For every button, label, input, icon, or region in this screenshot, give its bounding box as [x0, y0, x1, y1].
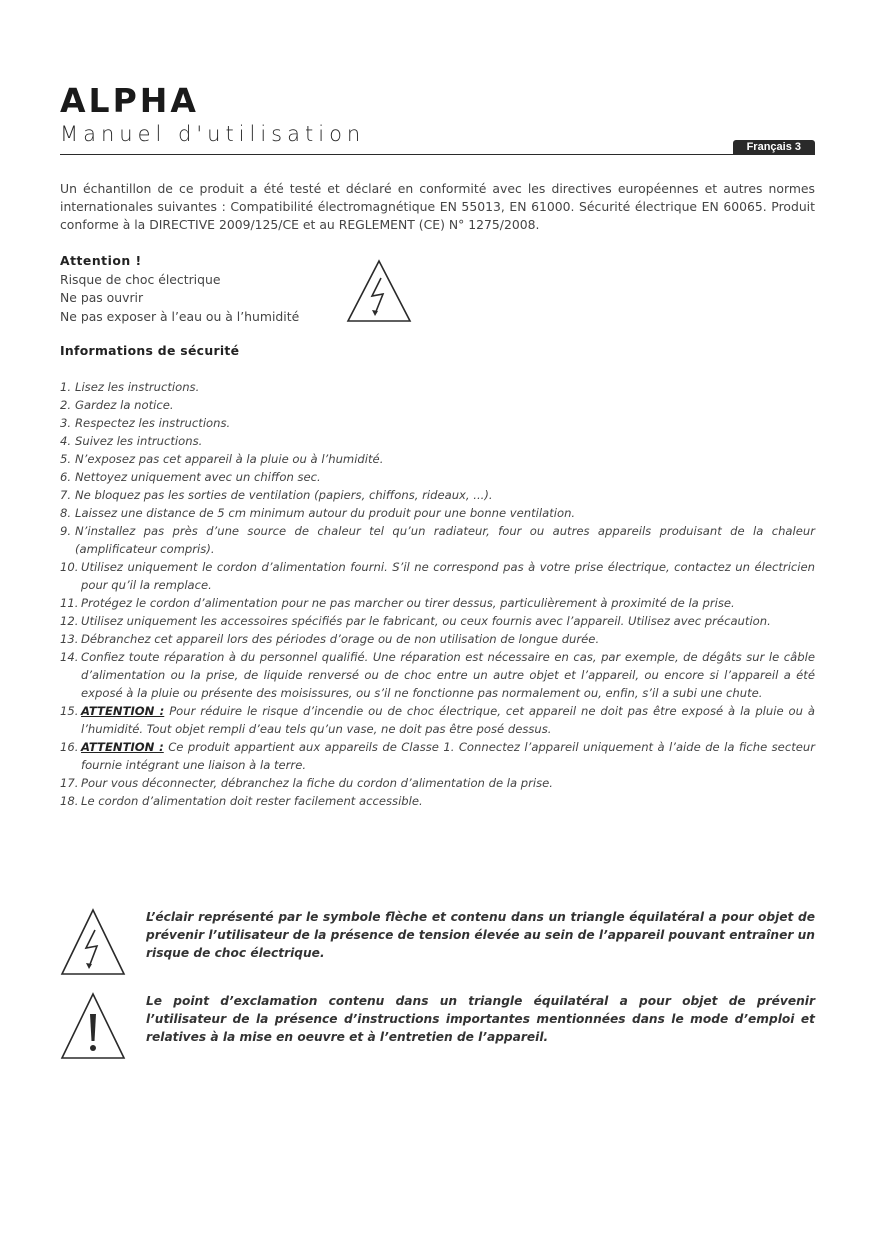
safety-item: [60, 432, 815, 450]
safety-item-body: Utilisez uniquement les accessoires spécifiés par le fabricant, ou ceux fournis avec l’appareil. Utilisez avec précaution.: [81, 614, 771, 628]
safety-item-warning-label: ATTENTION :: [81, 740, 164, 754]
safety-item-body: Le cordon d’alimentation doit rester facilement accessible.: [81, 794, 423, 808]
safety-item-number: 11.: [60, 596, 83, 610]
safety-item-body: Pour vous déconnecter, débranchez la fiche du cordon d’alimentation de la prise.: [81, 776, 553, 790]
safety-item-text: [81, 594, 815, 612]
safety-item: [60, 594, 815, 612]
safety-item-body: Respectez les instructions.: [75, 416, 231, 430]
safety-item-text: [75, 468, 815, 486]
safety-item-number: 18.: [60, 794, 83, 808]
safety-item-body: Ce produit appartient aux appareils de Classe 1. Connectez l’appareil uniquement à l’aide de la fiche secteur fournie intégrant une liaison à la terre.: [81, 740, 815, 772]
safety-item-number: 8.: [60, 506, 75, 520]
safety-item-number: 9.: [60, 524, 75, 538]
safety-instructions-list: [60, 378, 815, 810]
safety-item-number: 4.: [60, 434, 75, 448]
safety-item-body: Ne bloquez pas les sorties de ventilation (papiers, chiffons, rideaux, ...).: [75, 488, 493, 502]
safety-item-number: 6.: [60, 470, 75, 484]
safety-item: [60, 774, 815, 792]
safety-item-text: [81, 612, 815, 630]
safety-item: [60, 468, 815, 486]
manual-subtitle: Manuel d'utilisation: [60, 122, 366, 146]
conformity-text: Un échantillon de ce produit a été testé et déclaré en conformité avec les directives européennes et autres normes internationales suivantes : Compatibilité électromagnétique EN 55013, EN 61000. Sécurité électrique EN 60065. Produit conforme à la DIRECTIVE 2009/125/CE et au REGLEMENT (CE) N° 1275/2008.: [60, 181, 815, 232]
safety-item: [60, 414, 815, 432]
exclamation-symbol-description: Le point d’exclamation contenu dans un triangle équilatéral a pour objet de prévenir l’utilisateur de la présence d’instructions importantes mentionnées dans le mode d’emploi et relatives à la mise en oeuvre et à l’entretien de l’appareil.: [146, 994, 815, 1044]
safety-item-body: Utilisez uniquement le cordon d’alimentation fourni. S’il ne correspond pas à votre prise électrique, contactez un électricien pour qu’il la remplace.: [81, 560, 815, 592]
safety-item-text: [75, 450, 815, 468]
safety-item-body: Confiez toute réparation à du personnel qualifié. Une réparation est nécessaire en cas, par exemple, de dégâts sur le câble d’alimentation ou la prise, de liquide renversé ou de choc entre un autre objet et l’appareil, ou encore si l’appareil a été exposé à la pluie ou présente des moisissures, ou s’il ne fonctionne pas normalement ou, enfin, s’il a subi une chute.: [81, 650, 815, 700]
safety-item-body: Lisez les instructions.: [75, 380, 200, 394]
exclamation-warning-icon: [60, 992, 126, 1064]
safety-item-body: Protégez le cordon d’alimentation pour ne pas marcher ou tirer dessus, particulièrement à proximité de la prise.: [81, 596, 735, 610]
safety-item-text: [81, 702, 815, 738]
safety-item-warning-label: ATTENTION :: [81, 704, 165, 718]
safety-item: [60, 522, 815, 558]
brand-title: ALPHA: [60, 81, 199, 120]
safety-item-text: [75, 432, 815, 450]
safety-item-text: [75, 396, 815, 414]
attention-line: Ne pas ouvrir: [60, 290, 144, 305]
lightning-symbol-description: L’éclair représenté par le symbole flèche et contenu dans un triangle équilatéral a pour objet de prévenir l’utilisateur de la présence de tension élevée au sein de l’appareil pouvant entraîner un risque de choc électrique.: [146, 910, 815, 960]
language-badge: Français 3: [733, 140, 815, 154]
safety-item: [60, 486, 815, 504]
safety-item-body: Pour réduire le risque d’incendie ou de choc électrique, cet appareil ne doit pas être exposé à la pluie ou à l’humidité. Tout objet rempli d’eau tels qu’un vase, ne doit pas être posé dessus.: [81, 704, 815, 736]
safety-item-body: Gardez la notice.: [75, 398, 174, 412]
attention-block: [60, 252, 299, 326]
safety-item: [60, 450, 815, 468]
safety-item-text: [75, 504, 815, 522]
safety-item: [60, 396, 815, 414]
safety-item-number: 17.: [60, 776, 83, 790]
safety-item-number: 7.: [60, 488, 75, 502]
safety-item: [60, 738, 815, 774]
conformity-statement: [60, 180, 815, 234]
safety-item-text: [81, 792, 815, 810]
safety-item-text: [81, 558, 815, 594]
safety-item-body: Suivez les intructions.: [75, 434, 203, 448]
safety-item: [60, 792, 815, 810]
safety-item-number: 10.: [60, 560, 83, 574]
safety-item-body: Débranchez cet appareil lors des périodes d’orage ou de non utilisation de longue durée.: [81, 632, 600, 646]
safety-item-number: 3.: [60, 416, 75, 430]
safety-item-text: [75, 486, 815, 504]
attention-title: Attention !: [60, 253, 142, 268]
safety-item-text: [81, 738, 815, 774]
safety-item-number: 1.: [60, 380, 75, 394]
safety-item-number: 2.: [60, 398, 75, 412]
header-divider: [60, 154, 815, 155]
safety-item-text: [75, 522, 815, 558]
safety-item: [60, 702, 815, 738]
safety-heading: Informations de sécurité: [60, 343, 240, 358]
safety-item-body: N’installez pas près d’une source de chaleur tel qu’un radiateur, four ou autres appareils produisant de la chaleur (amplificateur compris).: [75, 524, 815, 556]
safety-item-number: 16.: [60, 740, 83, 754]
safety-item-number: 12.: [60, 614, 83, 628]
safety-item-number: 14.: [60, 650, 83, 664]
safety-item: [60, 378, 815, 396]
safety-item-body: N’exposez pas cet appareil à la pluie ou à l’humidité.: [75, 452, 384, 466]
safety-item-body: Nettoyez uniquement avec un chiffon sec.: [75, 470, 321, 484]
safety-item-number: 15.: [60, 704, 83, 718]
attention-line: Ne pas exposer à l’eau ou à l’humidité: [60, 308, 300, 324]
safety-item-text: [81, 648, 815, 702]
safety-item-number: 13.: [60, 632, 83, 646]
attention-line: Risque de choc électrique: [60, 271, 221, 287]
safety-item-number: 5.: [60, 452, 75, 466]
safety-item: [60, 648, 815, 702]
safety-item: [60, 630, 815, 648]
safety-item-body: Laissez une distance de 5 cm minimum autour du produit pour une bonne ventilation.: [75, 506, 576, 520]
safety-item-text: [75, 378, 815, 396]
safety-item-text: [81, 774, 815, 792]
lightning-warning-icon: [60, 908, 126, 980]
safety-item: [60, 558, 815, 594]
safety-item-text: [75, 414, 815, 432]
safety-item: [60, 612, 815, 630]
lightning-warning-icon: [345, 258, 413, 328]
safety-item: [60, 504, 815, 522]
safety-item-text: [81, 630, 815, 648]
